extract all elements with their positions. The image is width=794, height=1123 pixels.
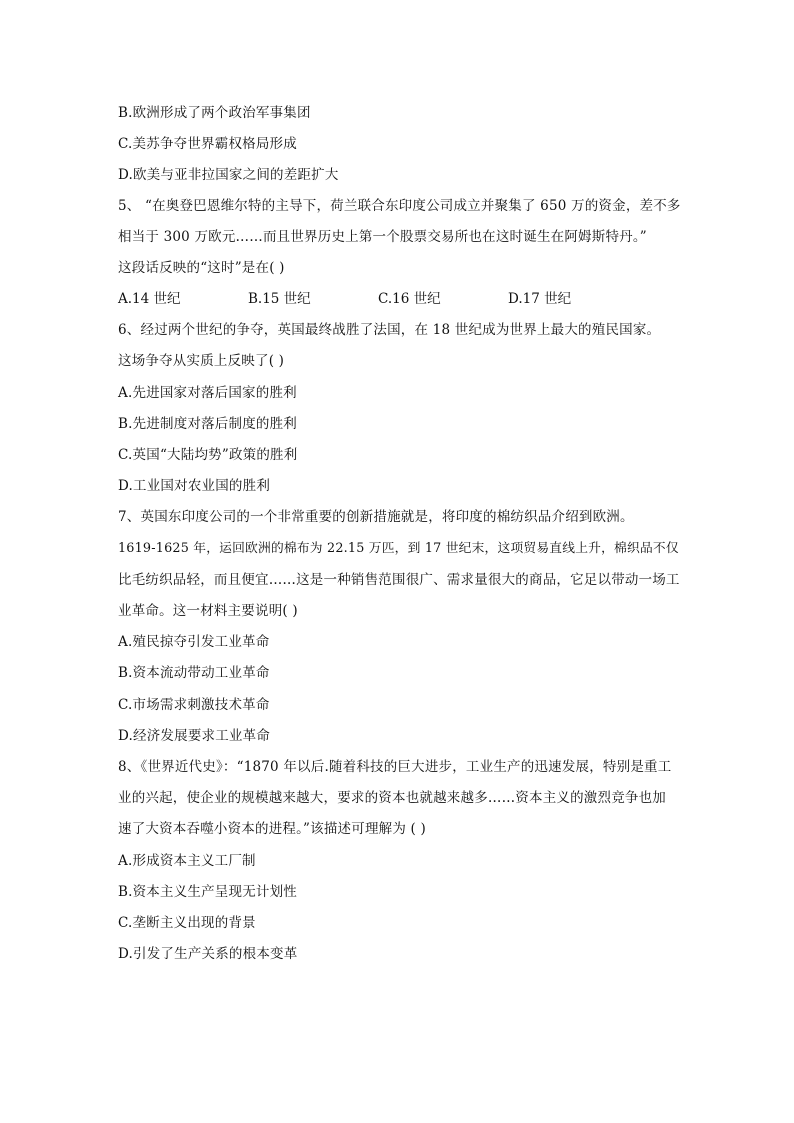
q7-option-c: C.市场需求刺激技术革命 xyxy=(118,697,270,713)
q6-option-c: C.英国“大陆均势”政策的胜利 xyxy=(118,447,298,463)
q5-stem-line-1: 5、 “在奥登巴恩维尔特的主导下，荷兰联合东印度公司成立并聚集了 650 万的资金，差不多 xyxy=(118,198,681,214)
q4-option-d: D.欧美与亚非拉国家之间的差距扩大 xyxy=(118,167,339,183)
q8-option-d: D.引发了生产关系的根本变革 xyxy=(118,946,298,962)
q6-option-a: A.先进国家对落后国家的胜利 xyxy=(118,385,297,401)
q6-option-d: D.工业国对农业国的胜利 xyxy=(118,478,271,494)
q8-stem-line-1: 8、《世界近代史》：“1870 年以后.随着科技的巨大进步，工业生产的迅速发展，特别是重工 xyxy=(118,759,672,775)
q7-option-a: A.殖民掠夺引发工业革命 xyxy=(118,634,270,650)
q4-option-c: C.美苏争夺世界霸权格局形成 xyxy=(118,136,297,152)
q7-option-d: D.经济发展要求工业革命 xyxy=(118,728,271,744)
q5-option-d: D.17 世纪 xyxy=(508,291,572,307)
q6-stem-line-2: 这场争夺从实质上反映了( ) xyxy=(118,353,285,369)
q5-stem-line-2: 相当于 300 万欧元……而且世界历史上第一个股票交易所也在这时诞生在阿姆斯特丹。” xyxy=(118,229,647,245)
q8-option-c: C.垄断主义出现的背景 xyxy=(118,915,256,931)
q7-stem-line-1: 7、英国东印度公司的一个非常重要的创新措施就是，将印度的棉纺织品介绍到欧洲。 xyxy=(118,509,634,525)
q5-option-a: A.14 世纪 xyxy=(118,291,181,307)
q8-option-a: A.形成资本主义工厂制 xyxy=(118,853,256,869)
q4-option-b: B.欧洲形成了两个政治军事集团 xyxy=(118,105,311,121)
q5-option-b: B.15 世纪 xyxy=(248,291,311,307)
q6-stem-line-1: 6、经过两个世纪的争夺，英国最终战胜了法国，在 18 世纪成为世界上最大的殖民国家。 xyxy=(118,322,661,338)
q8-option-b: B.资本主义生产呈现无计划性 xyxy=(118,884,298,900)
q7-stem-line-2: 1619-1625 年，运回欧洲的棉布为 22.15 万匹，到 17 世纪末，这项贸易直线上升，棉织品不仅 xyxy=(118,541,679,556)
q5-stem-line-3: 这段话反映的“这时”是在( ) xyxy=(118,260,285,276)
q8-stem-line-2: 业的兴起，使企业的规模越来越大，要求的资本也就越来越多……资本主义的激烈竞争也加 xyxy=(118,790,666,806)
q7-stem-line-4: 业革命。这一材料主要说明( ) xyxy=(118,603,298,619)
q5-option-c: C.16 世纪 xyxy=(378,291,441,307)
q7-stem-line-3: 比毛纺织品轻，而且便宜……这是一种销售范围很广、需求量很大的商品，它足以带动一场工 xyxy=(118,572,680,588)
q7-option-b: B.资本流动带动工业革命 xyxy=(118,665,270,681)
q6-option-b: B.先进制度对落后制度的胜利 xyxy=(118,416,298,432)
q8-stem-line-3: 速了大资本吞噬小资本的进程。”该描述可理解为 ( ) xyxy=(118,821,426,837)
